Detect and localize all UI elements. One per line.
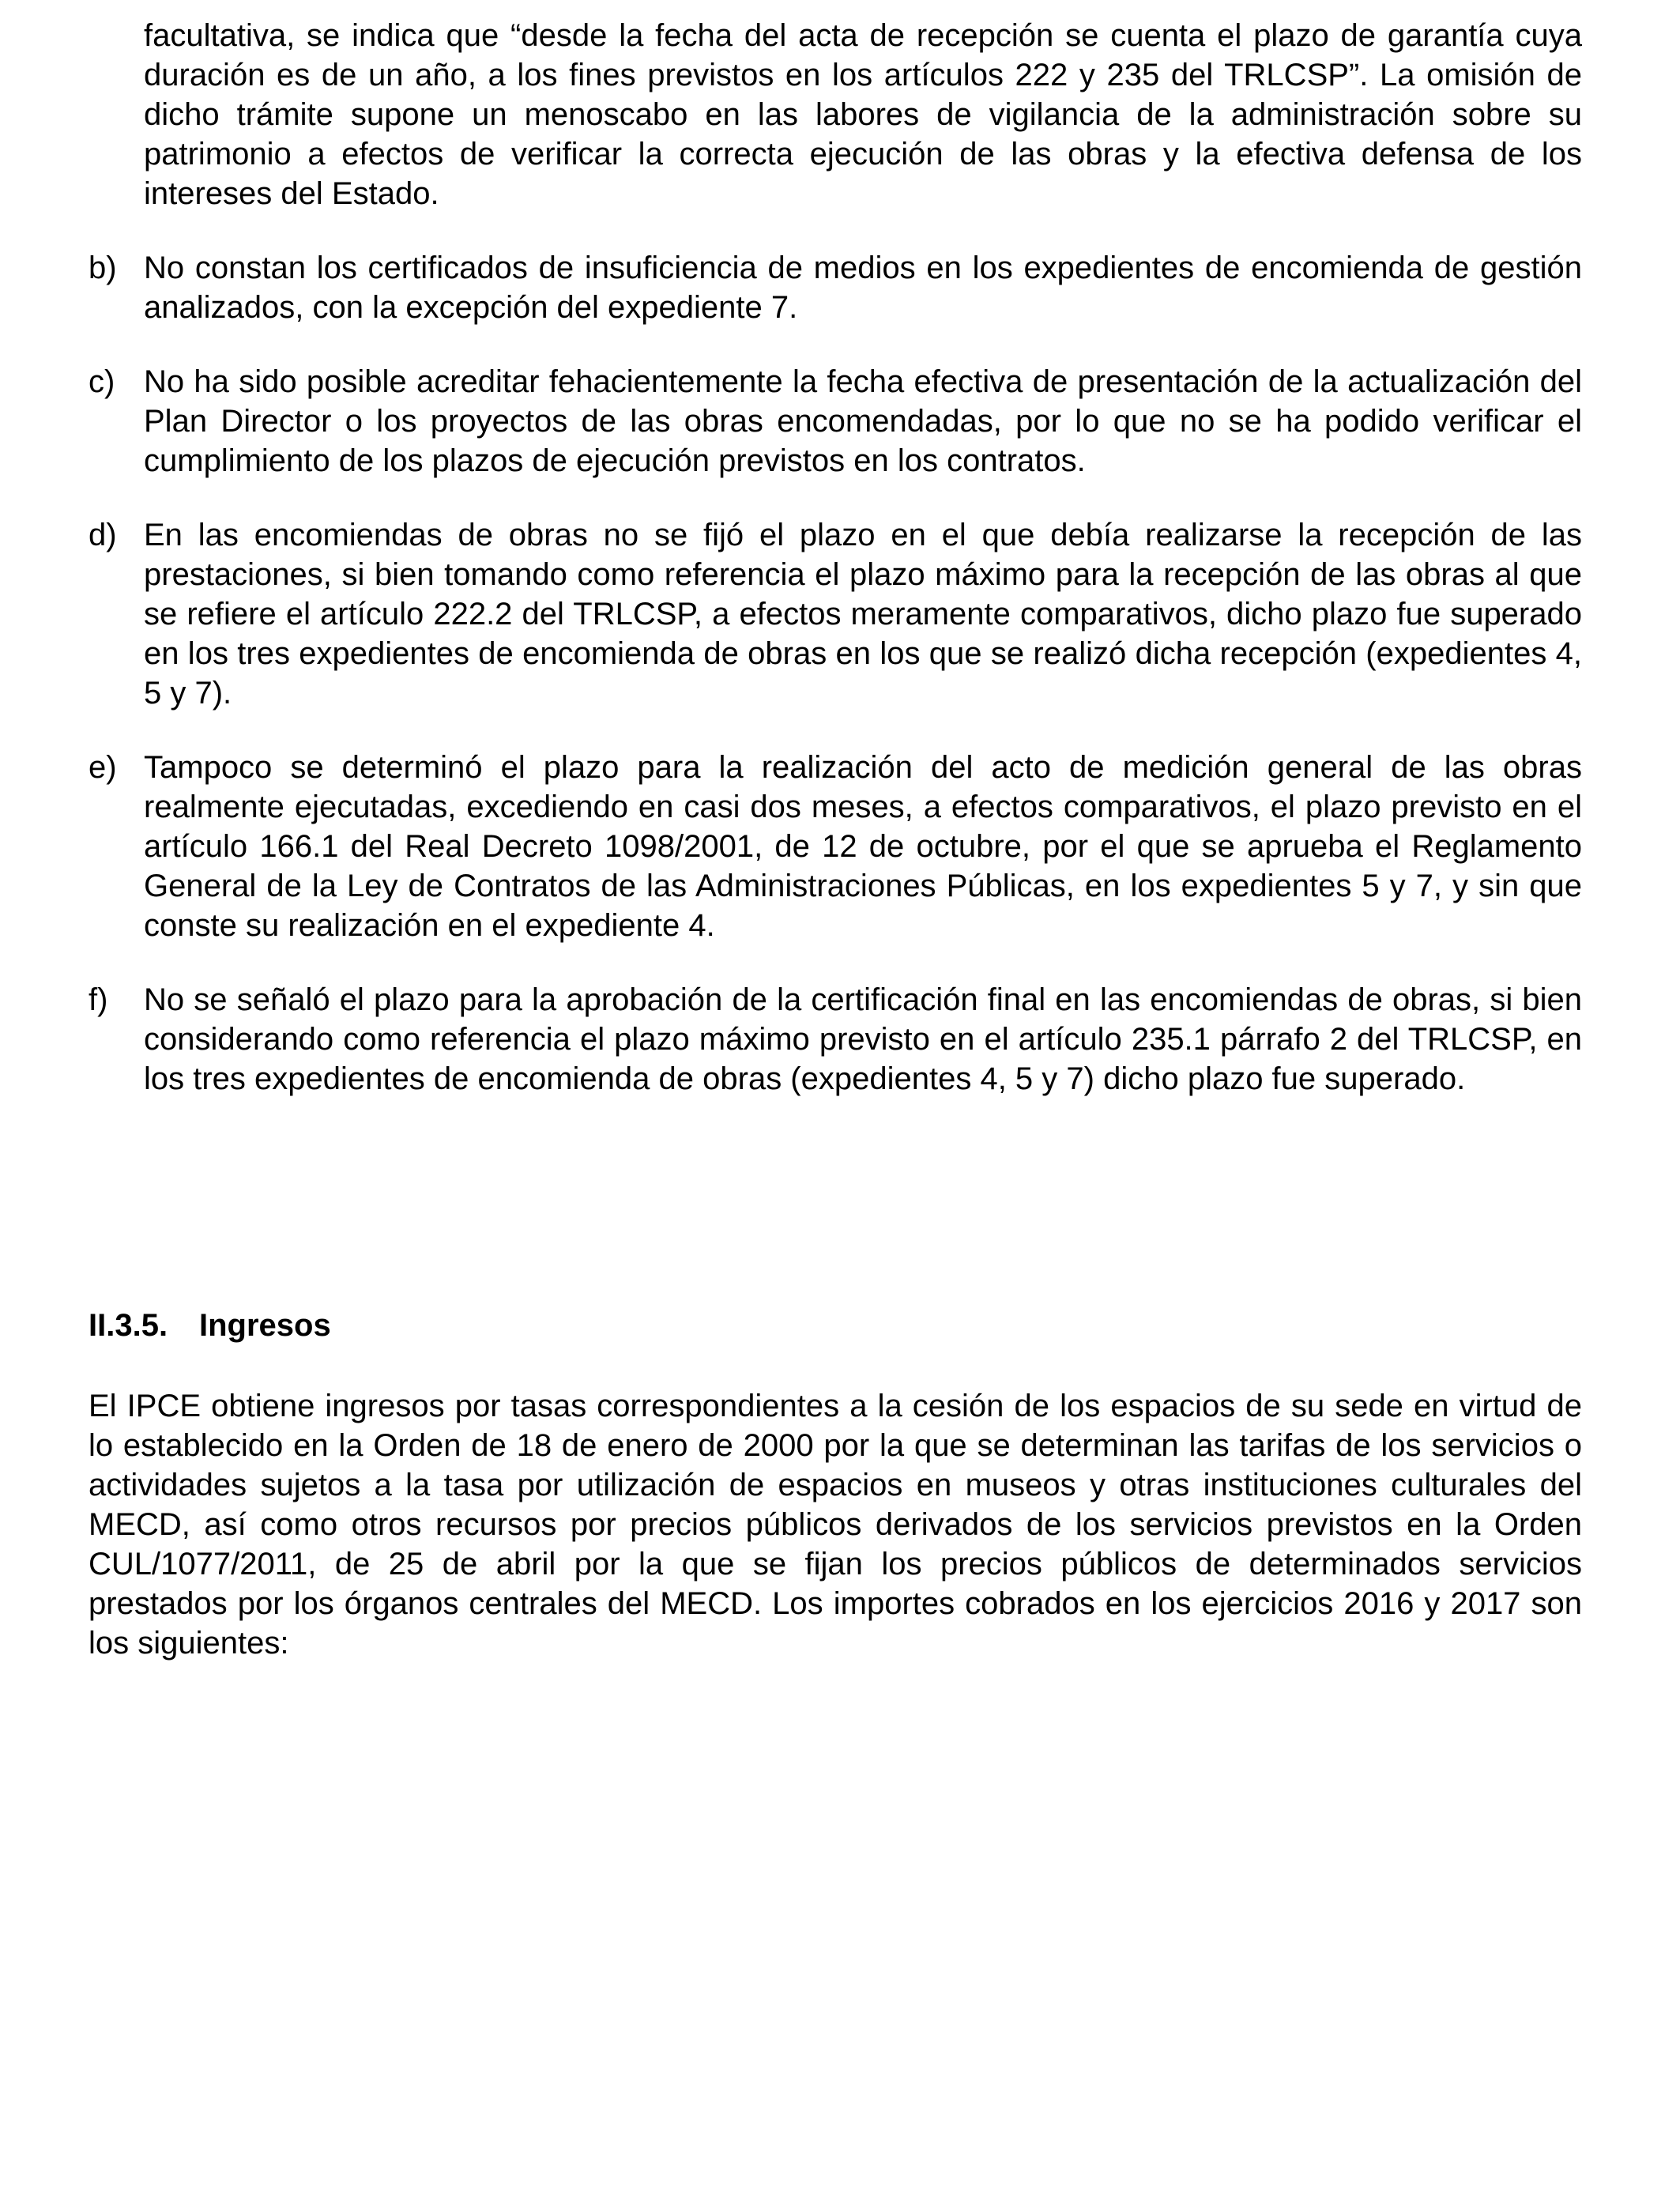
section-paragraph: El IPCE obtiene ingresos por tasas correspondientes a la cesión de los espacios de su sede en virtud de lo establecido en la Orden de 18 de enero de 2000 por la que se determinan las tarifas de los servicios o actividades sujetos a la tasa por utilización de espacios en museos y otras instituciones culturales del MECD, así como otros recursos por precios públicos derivados de los servicios previstos en la Orden CUL/1077/2011, de 25 de abril por la que se fijan los precios públicos de determinados servicios prestados por los órganos centrales del MECD. Los importes cobrados en los ejercicios 2016 y 2017 son los siguientes: — [89, 1389, 1582, 1661]
list-marker: f) — [89, 982, 108, 1017]
section-heading — [89, 1306, 331, 1345]
list-item-text: No se señaló el plazo para la aprobación de la certificación final en las encomiendas de obras, si bien considerando como referencia el plazo máximo previsto en el artículo 235.1 párrafo 2 del TRLCSP, en los tres expedientes de encomienda de obras (expedientes 4, 5 y 7) dicho plazo fue superado. — [144, 982, 1582, 1096]
list-item-c — [89, 362, 1582, 481]
list-item-d — [89, 515, 1582, 713]
list-item-e — [89, 748, 1582, 945]
list-item-text: No constan los certificados de insuficiencia de medios en los expedientes de encomienda de gestión analizados, con la excepción del expediente 7. — [144, 251, 1582, 325]
list-marker: c) — [89, 364, 115, 399]
list-marker: b) — [89, 251, 117, 285]
list-item-b — [89, 248, 1582, 327]
list-item-a-continuation — [89, 16, 1582, 213]
list-item-text: No ha sido posible acreditar fehacientemente la fecha efectiva de presentación de la actualización del Plan Director o los proyectos de las obras encomendadas, por lo que no se ha podido verificar el cumplimiento de los plazos de ejecución previstos en los contratos. — [144, 364, 1582, 478]
section-number: II.3.5. — [89, 1308, 168, 1343]
findings-list — [89, 16, 1582, 1133]
list-item-text: Tampoco se determinó el plazo para la realización del acto de medición general de las obras realmente ejecutadas, excediendo en casi dos meses, a efectos comparativos, el plazo previsto en el artículo 166.1 del Real Decreto 1098/2001, de 12 de octubre, por el que se aprueba el Reglamento General de la Ley de Contratos de las Administraciones Públicas, en los expedientes 5 y 7, y sin que conste su realización en el expediente 4. — [144, 750, 1582, 943]
list-item-f — [89, 980, 1582, 1099]
list-marker: e) — [89, 750, 117, 785]
list-item-text: En las encomiendas de obras no se fijó el plazo en el que debía realizarse la recepción de las prestaciones, si bien tomando como referencia el plazo máximo para la recepción de las obras al que se refiere el artículo 222.2 del TRLCSP, a efectos meramente comparativos, dicho plazo fue superado en los tres expedientes de encomienda de obras en los que se realizó dicha recepción (expedientes 4, 5 y 7). — [144, 518, 1582, 711]
section-title: Ingresos — [199, 1308, 331, 1343]
list-marker: d) — [89, 518, 117, 552]
list-item-text: facultativa, se indica que “desde la fecha del acta de recepción se cuenta el plazo de garantía cuya duración es de un año, a los fines previstos en los artículos 222 y 235 del TRLCSP”. La omisión de dicho trámite supone un menoscabo en las labores de vigilancia de la administración sobre su patrimonio a efectos de verificar la correcta ejecución de las obras y la efectiva defensa de los intereses del Estado. — [144, 18, 1582, 211]
